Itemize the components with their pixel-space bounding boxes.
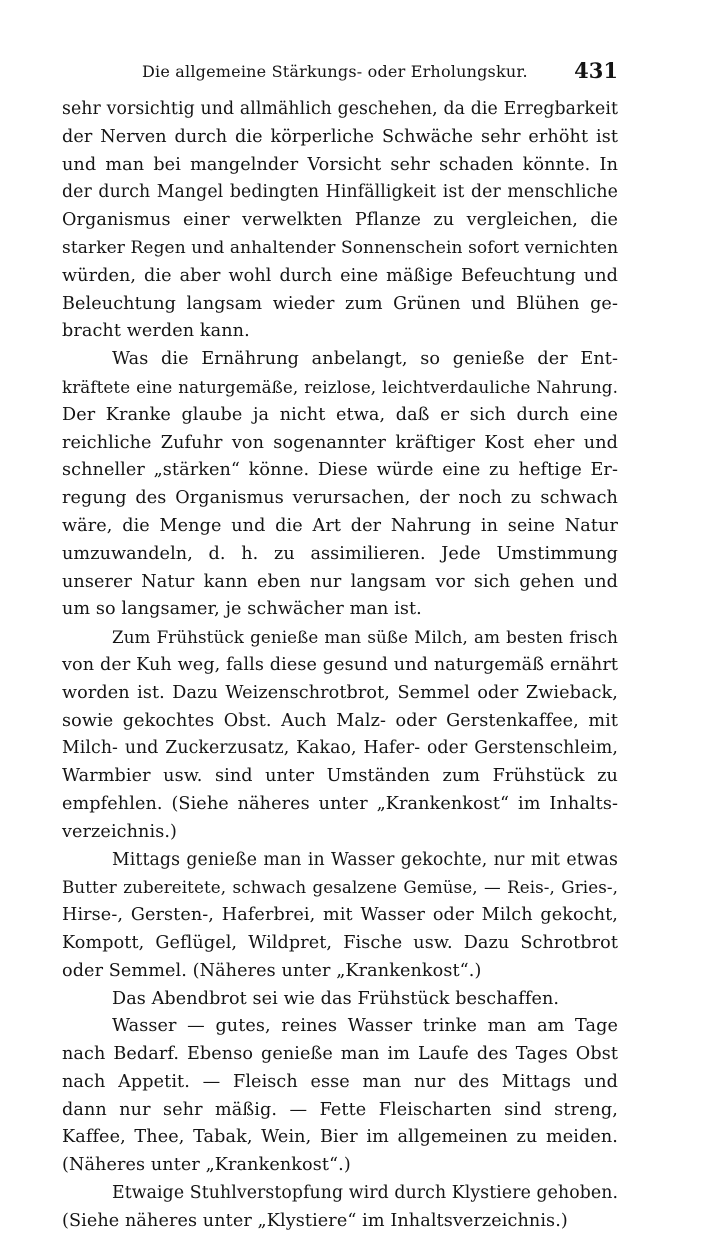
text-line: der durch Mangel bedingten Hinfälligkeit ist der menschliche bbox=[62, 182, 618, 203]
page-number: 431 bbox=[574, 58, 618, 83]
text-line: Etwaige Stuhlverstopfung wird durch Klystiere gehoben. bbox=[112, 1183, 619, 1204]
text-line: oder Semmel. (Näheres unter „Krankenkost“.) bbox=[62, 960, 482, 981]
text-line: Warmbier usw. sind unter Umständen zum Frühstück zu bbox=[62, 766, 618, 787]
text-line: nach Bedarf. Ebenso genieße man im Laufe des Tages Obst bbox=[62, 1044, 618, 1065]
text-line: würden, die aber wohl durch eine mäßige Befeuchtung und bbox=[62, 265, 618, 286]
text-line: dann nur sehr mäßig. — Fette Fleischarten sind streng, bbox=[62, 1099, 618, 1120]
text-line: Kompott, Geflügel, Wildpret, Fische usw. Dazu Schrotbrot bbox=[62, 932, 618, 953]
text-line: Hirse-, Gersten-, Haferbrei, mit Wasser oder Milch gekocht, bbox=[62, 905, 618, 926]
text-line: Kaffee, Thee, Tabak, Wein, Bier im allgemeinen zu meiden. bbox=[62, 1127, 618, 1148]
text-line: Zum Frühstück genieße man süße Milch, am besten frisch bbox=[112, 627, 618, 648]
text-line: regung des Organismus verursachen, der noch zu schwach bbox=[62, 488, 618, 509]
text-line: bracht werden kann. bbox=[62, 321, 250, 342]
text-line: Organismus einer verwelkten Pflanze zu vergleichen, die bbox=[62, 210, 618, 231]
text-line: empfehlen. (Siehe näheres unter „Krankenkost“ im Inhalts- bbox=[62, 793, 618, 814]
text-line: Das Abendbrot sei wie das Frühstück beschaffen. bbox=[112, 988, 560, 1009]
body-text bbox=[62, 96, 618, 1236]
text-line: starker Regen und anhaltender Sonnenschein sofort vernichten bbox=[62, 237, 619, 258]
text-line: sehr vorsichtig und allmählich geschehen, da die Erregbarkeit bbox=[62, 99, 618, 119]
running-header bbox=[62, 60, 618, 84]
text-line: worden ist. Dazu Weizenschrotbrot, Semmel oder Zwieback, bbox=[62, 682, 618, 703]
text-line: Mittags genieße man in Wasser gekochte, nur mit etwas bbox=[112, 849, 618, 870]
text-line: Milch- und Zuckerzusatz, Kakao, Hafer- oder Gerstenschleim, bbox=[62, 738, 618, 759]
text-line: verzeichnis.) bbox=[62, 821, 177, 842]
text-line: Was die Ernährung anbelangt, so genieße der Ent- bbox=[112, 349, 618, 370]
text-line: um so langsamer, je schwächer man ist. bbox=[62, 599, 422, 620]
text-line: der Nerven durch die körperliche Schwäche sehr erhöht ist bbox=[62, 126, 618, 147]
text-line: (Siehe näheres unter „Klystiere“ im Inhaltsverzeichnis.) bbox=[62, 1210, 568, 1231]
text-line: Beleuchtung langsam wieder zum Grünen und Blühen ge- bbox=[62, 293, 618, 314]
text-line: (Näheres unter „Krankenkost“.) bbox=[62, 1155, 351, 1176]
text-line: umzuwandeln, d. h. zu assimilieren. Jede Umstimmung bbox=[62, 543, 618, 564]
text-line: von der Kuh weg, falls diese gesund und naturgemäß ernährt bbox=[62, 654, 618, 675]
text-line: schneller „stärken“ könne. Diese würde eine zu heftige Er- bbox=[62, 460, 618, 481]
text-line: nach Appetit. — Fleisch esse man nur des Mittags und bbox=[62, 1071, 618, 1092]
running-title: Die allgemeine Stärkungs- oder Erholungskur. bbox=[142, 62, 528, 81]
text-line: Wasser — gutes, reines Wasser trinke man am Tage bbox=[112, 1016, 618, 1037]
text-line: wäre, die Menge und die Art der Nahrung in seine Natur bbox=[62, 515, 618, 536]
text-line: sowie gekochtes Obst. Auch Malz- oder Gerstenkaffee, mit bbox=[62, 710, 618, 731]
text-line: Der Kranke glaube ja nicht etwa, daß er sich durch eine bbox=[62, 404, 618, 425]
text-line: und man bei mangelnder Vorsicht sehr schaden könnte. In bbox=[62, 154, 618, 175]
text-line: kräftete eine naturgemäße, reizlose, leichtverdauliche Nahrung. bbox=[62, 376, 618, 397]
text-line: reichliche Zufuhr von sogenannter kräftiger Kost eher und bbox=[62, 432, 618, 453]
text-line: Butter zubereitete, schwach gesalzene Gemüse, — Reis-, Gries-, bbox=[62, 877, 618, 898]
text-line: unserer Natur kann eben nur langsam vor sich gehen und bbox=[62, 571, 618, 592]
